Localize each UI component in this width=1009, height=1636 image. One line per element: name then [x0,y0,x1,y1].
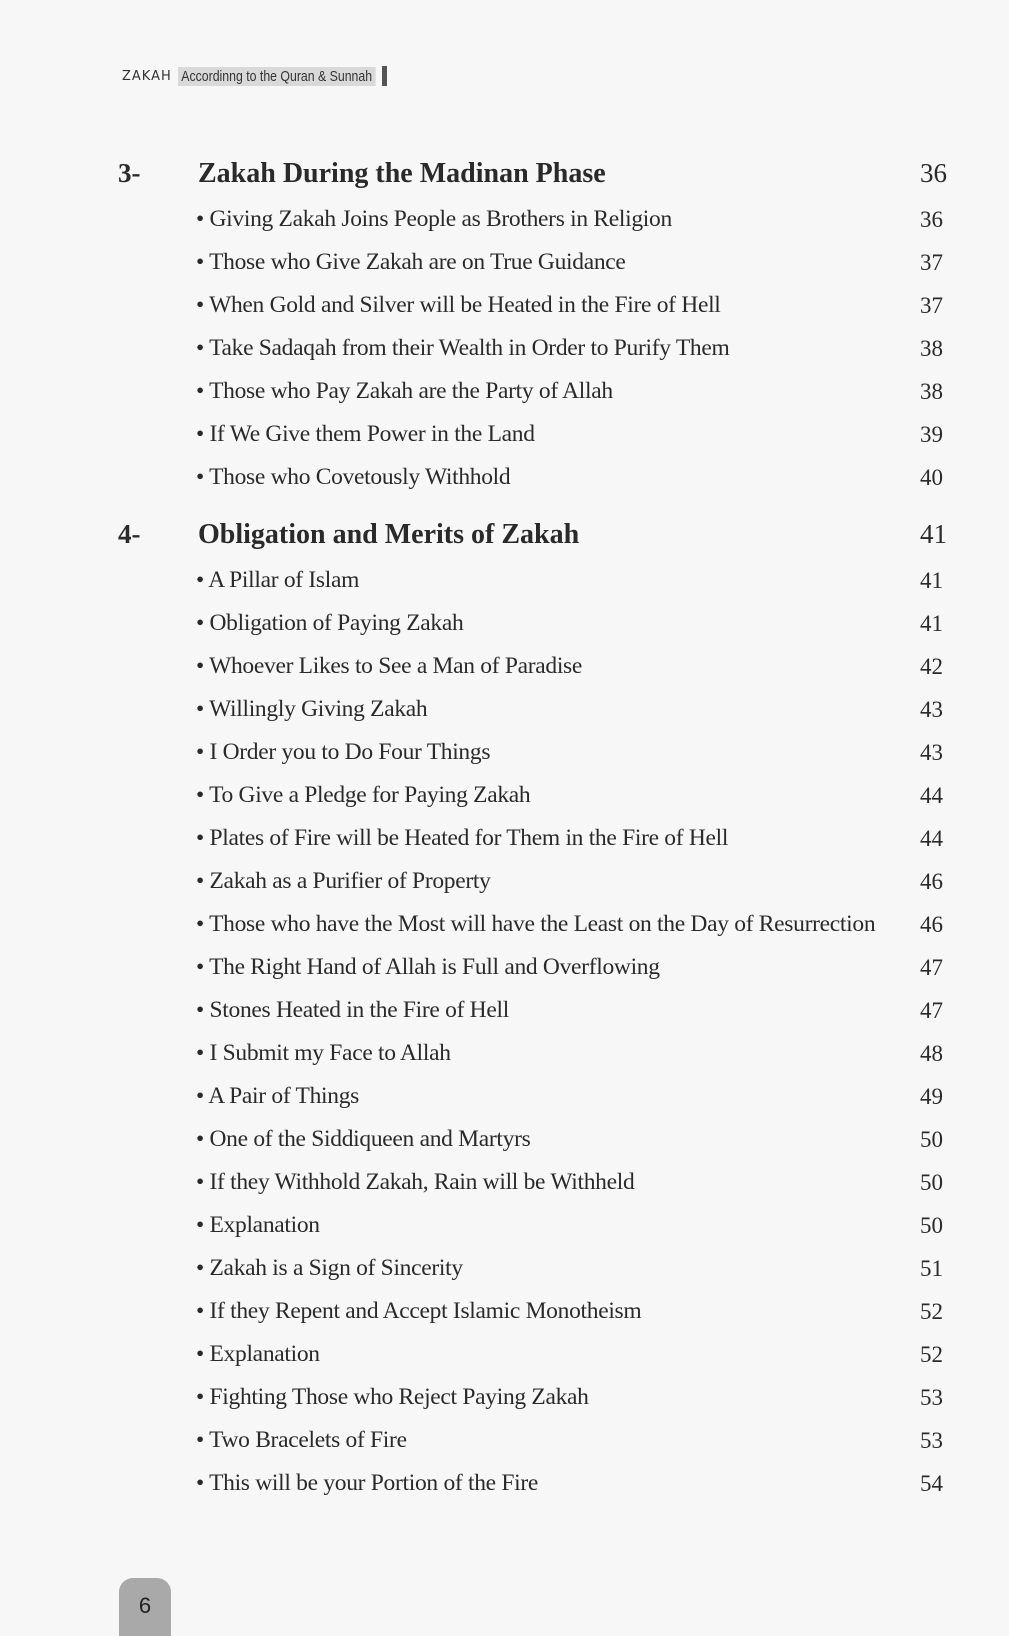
entry-page: 38 [920,336,943,361]
entry-title: • Two Bracelets of Fire [196,1427,407,1453]
toc-entry [0,1333,1009,1376]
entry-title: • I Submit my Face to Allah [196,1040,451,1066]
entry-page: 41 [920,568,943,593]
toc-entry [0,413,1009,456]
entry-page: 50 [920,1127,943,1152]
toc-entry [0,1247,1009,1290]
section-title: Zakah During the Madinan Phase [198,158,606,189]
entry-page: 50 [920,1213,943,1238]
entry-page: 46 [920,912,943,937]
entry-page: 47 [920,998,943,1023]
toc-entry [0,456,1009,499]
entry-title: • Stones Heated in the Fire of Hell [196,997,509,1023]
entry-title: • Plates of Fire will be Heated for Them in the Fire of Hell [196,825,729,851]
toc-entry [0,989,1009,1032]
toc-entry [0,1376,1009,1419]
entry-title: • Giving Zakah Joins People as Brothers in Religion [196,206,672,232]
entry-page: 53 [920,1385,943,1410]
section-page: 36 [920,158,947,188]
entry-page: 49 [920,1084,943,1109]
toc-entry [0,1462,1009,1505]
entry-page: 48 [920,1041,943,1066]
entry-title: • Those who Give Zakah are on True Guidance [196,249,626,275]
toc-entry [0,1419,1009,1462]
header-bar [382,66,387,86]
toc-section [0,513,1009,556]
entry-title: • Obligation of Paying Zakah [196,610,464,636]
entry-page: 44 [920,826,943,851]
toc-entry [0,946,1009,989]
toc-entry [0,1290,1009,1333]
entry-title: • If they Withhold Zakah, Rain will be Withheld [196,1169,635,1195]
entry-title: • One of the Siddiqueen and Martyrs [196,1126,531,1152]
entry-title: • Take Sadaqah from their Wealth in Order to Purify Them [196,335,730,361]
entry-title: • Fighting Those who Reject Paying Zakah [196,1384,589,1410]
toc-entry [0,903,1009,946]
entry-title: • If We Give them Power in the Land [196,421,535,447]
entry-page: 43 [920,740,943,765]
entry-title: • Willingly Giving Zakah [196,696,428,722]
entry-page: 54 [920,1471,943,1496]
entry-page: 40 [920,465,943,490]
section-title: Obligation and Merits of Zakah [198,519,580,550]
entry-page: 52 [920,1342,943,1367]
entry-page: 51 [920,1256,943,1281]
section-number: 3- [118,158,141,188]
entry-title: • A Pair of Things [196,1083,359,1109]
toc-entry [0,198,1009,241]
toc-entry [0,860,1009,903]
section-page: 41 [920,519,947,549]
toc-entry [0,774,1009,817]
toc-entry [0,688,1009,731]
page-number: 6 [119,1578,171,1636]
entry-page: 44 [920,783,943,808]
section-number: 4- [118,519,141,549]
entry-title: • This will be your Portion of the Fire [196,1470,539,1496]
toc-section [0,152,1009,195]
entry-page: 42 [920,654,943,679]
entry-title: • Those who have the Most will have the Least on the Day of Resurrection [196,911,876,937]
toc-entry [0,1204,1009,1247]
toc-entry [0,241,1009,284]
entry-title: • Zakah as a Purifier of Property [196,868,491,894]
entry-title: • Those who Pay Zakah are the Party of Allah [196,378,613,404]
toc-entry [0,284,1009,327]
toc-entry [0,1118,1009,1161]
running-header [122,64,387,88]
entry-page: 38 [920,379,943,404]
entry-title: • I Order you to Do Four Things [196,739,491,765]
entry-title: • Explanation [196,1341,320,1367]
toc-entry [0,731,1009,774]
toc-entry [0,602,1009,645]
entry-title: • If they Repent and Accept Islamic Monotheism [196,1298,642,1324]
toc-entry [0,645,1009,688]
entry-page: 41 [920,611,943,636]
toc-entry [0,817,1009,860]
entry-page: 37 [920,293,943,318]
entry-title: • The Right Hand of Allah is Full and Overflowing [196,954,660,980]
entry-page: 36 [920,207,943,232]
entry-title: • Those who Covetously Withhold [196,464,511,490]
entry-page: 39 [920,422,943,447]
toc-entry [0,1032,1009,1075]
entry-page: 47 [920,955,943,980]
header-title: Accordinng to the Quran & Sunnah [178,67,375,86]
toc-entry [0,370,1009,413]
toc-entry [0,1075,1009,1118]
entry-title: • A Pillar of Islam [196,567,360,593]
entry-title: • When Gold and Silver will be Heated in the Fire of Hell [196,292,721,318]
entry-page: 46 [920,869,943,894]
book-logo: ZAKAH [122,68,172,84]
entry-page: 37 [920,250,943,275]
entry-page: 50 [920,1170,943,1195]
entry-title: • Whoever Likes to See a Man of Paradise [196,653,583,679]
entry-title: • To Give a Pledge for Paying Zakah [196,782,531,808]
entry-title: • Zakah is a Sign of Sincerity [196,1255,463,1281]
entry-page: 52 [920,1299,943,1324]
toc-entry [0,327,1009,370]
entry-title: • Explanation [196,1212,320,1238]
entry-page: 43 [920,697,943,722]
toc-entry [0,1161,1009,1204]
entry-page: 53 [920,1428,943,1453]
toc-entry [0,559,1009,602]
